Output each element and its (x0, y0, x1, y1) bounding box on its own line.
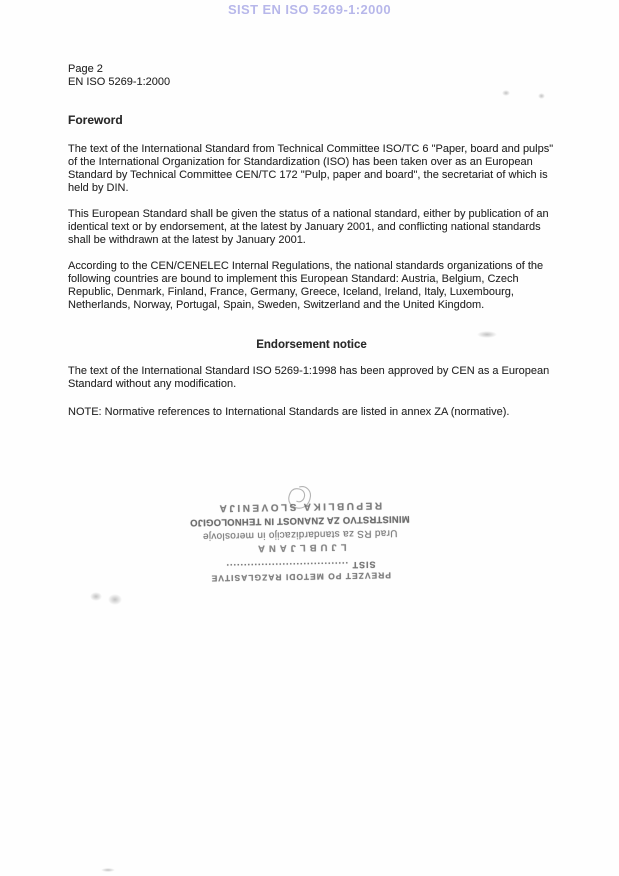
scan-smudge (502, 90, 510, 96)
document-reference: EN ISO 5269-1:2000 (68, 76, 171, 88)
foreword-paragraph-2: This European Standard shall be given the status of a national standard, either by publication of an identical text or by endorsement, at the latest by January 2001, and conflicting national standards shall be withdrawn at the latest by January 2001. (68, 208, 549, 246)
foreword-heading: Foreword (68, 113, 123, 127)
scan-smudge (101, 868, 115, 872)
stamp-line-sist-dotted: SIST ................................... (225, 559, 376, 573)
endorsement-paragraph: The text of the International Standard ISO 5269-1:1998 has been approved by CEN as a European Standard without any modification. (68, 365, 550, 390)
foreword-paragraph-3: According to the CEN/CENELEC Internal Regulations, the national standards organizations of the following countries are bound to implement this European Standard: Austria, Belgium, Czech Republic, Denmark, Finland, France, Germany, Greece, Iceland, Ireland, Italy, Luxembourg, Netherlands, Norway, Portugal, Spain, Sweden, Switzerland and the United Kingdom. (68, 260, 544, 311)
scan-smudge (108, 594, 122, 605)
scan-smudge (477, 331, 497, 338)
stamp-line-ministrstvo: MINISTRSTVO ZA ZNANOST IN TEHNOLOGIJO (189, 513, 410, 528)
stamp-line-ljubljana: LJUBLJANA (253, 541, 347, 554)
scan-smudge (538, 93, 545, 99)
page-number: Page 2 (68, 63, 103, 75)
scan-smudge (90, 592, 102, 601)
foreword-paragraph-1: The text of the International Standard from Technical Committee ISO/TC 6 "Paper, board and pulps" of the International Organization for Standardization (ISO) has been taken over as an European Standard by Technical Committee CEN/TC 172 "Pulp, paper and board", the secretariat of which is held by DIN. (68, 143, 554, 194)
stamp-line-urad: Urad RS za standardizacijo in meroslovje (202, 527, 398, 542)
document-body (68, 113, 555, 419)
watermark-header: SIST EN ISO 5269-1:2000 (227, 2, 392, 17)
endorsement-notice-heading: Endorsement notice (256, 339, 367, 351)
library-ink-stamp (187, 482, 413, 584)
stamp-line-republika: REPUBLIKA SLOVENIJA (217, 499, 383, 514)
endorsement-note: NOTE: Normative references to International Standards are listed in annex ZA (normative). (68, 406, 510, 418)
page-info-block (68, 63, 170, 89)
stamp-line-prevzet: PREVZET PO METODI RAZGLASITVE (210, 570, 392, 584)
